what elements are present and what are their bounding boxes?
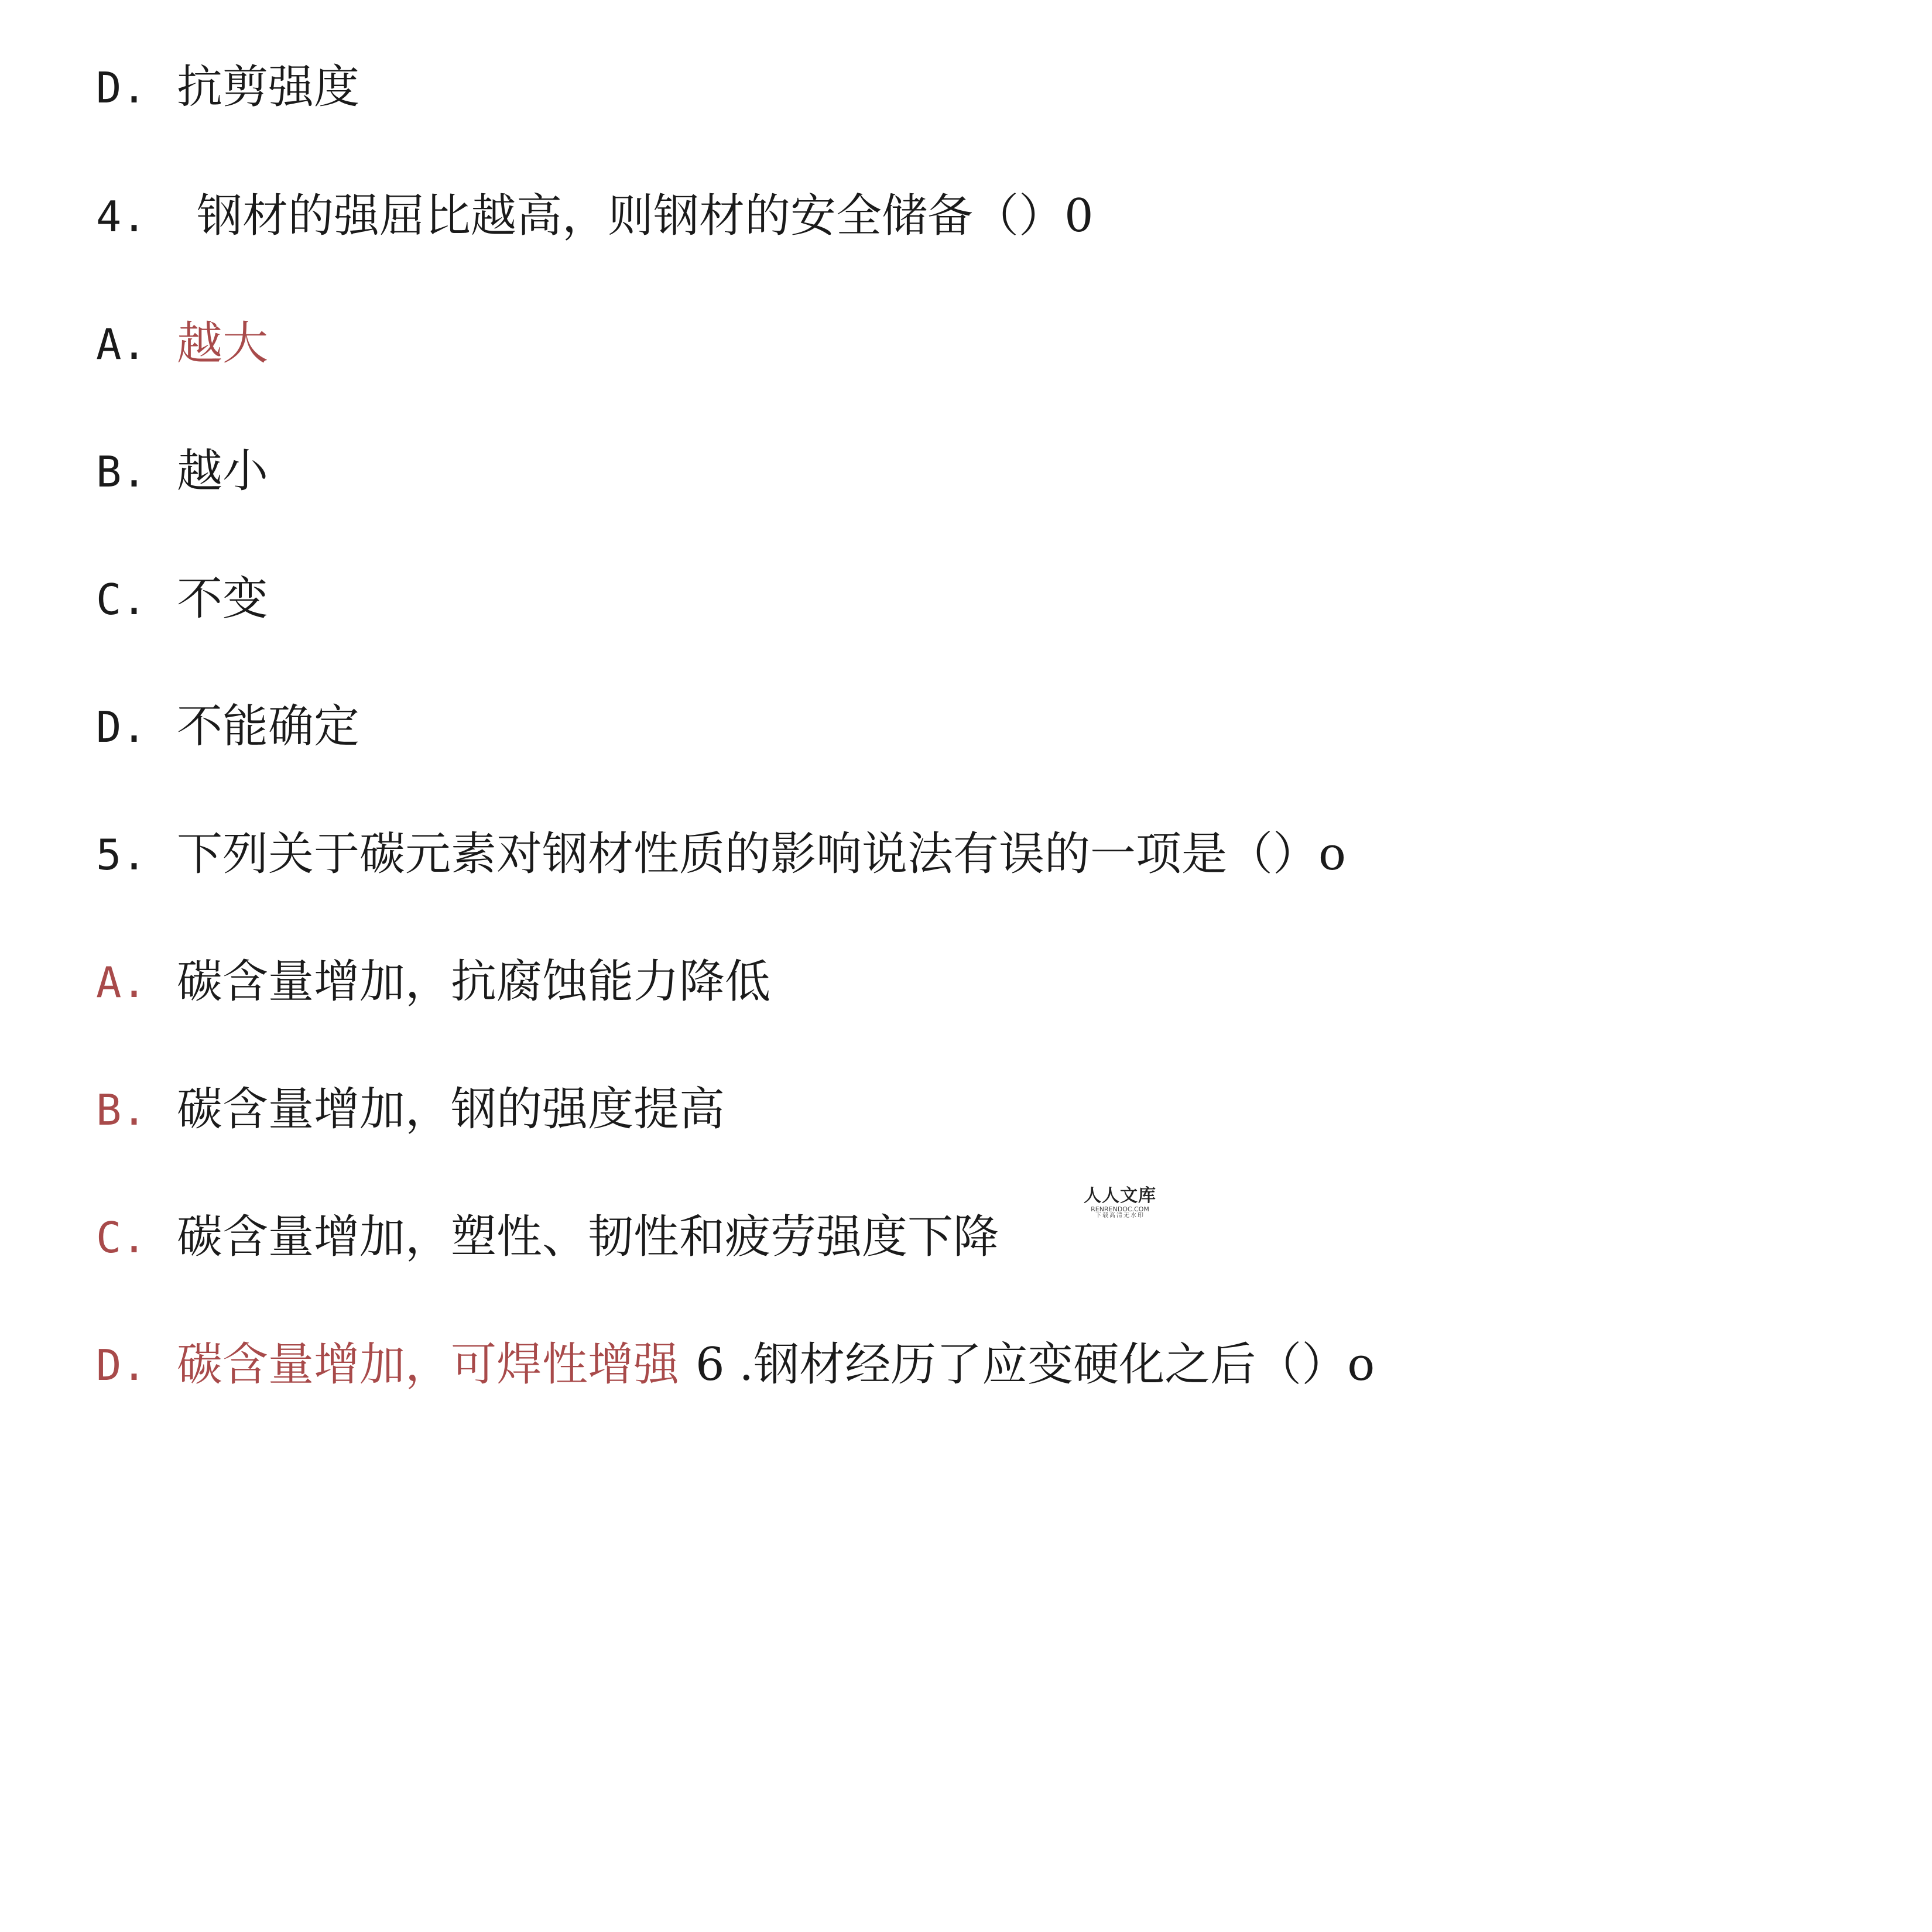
q4-option-d [96, 694, 359, 759]
q5-option-a [96, 950, 770, 1014]
option-label-highlighted: C. [96, 1213, 147, 1262]
option-d-shear-strength [96, 55, 359, 119]
option-text: 抗剪强度 [177, 61, 360, 114]
q5-option-d [96, 1332, 1375, 1397]
option-label-highlighted: B. [96, 1085, 147, 1135]
q4-option-b [96, 439, 268, 503]
question-4 [96, 184, 1094, 248]
option-text: 不变 [177, 573, 269, 625]
q5-option-b [96, 1077, 725, 1142]
option-label: B. [96, 447, 147, 496]
option-text: 不能确定 [177, 700, 360, 753]
option-label: C. [96, 575, 147, 624]
watermark-url: RENRENDOC.COM [1091, 1205, 1149, 1213]
watermark-logo [1082, 1187, 1158, 1219]
option-label: D. [96, 703, 147, 752]
option-text: 碳含量增加，抗腐蚀能力降低 [177, 955, 771, 1008]
question-text: 钢材的强屈比越高，则钢材的安全储备（）0 [197, 190, 1094, 242]
question-5 [96, 822, 1346, 886]
watermark-tagline: 下载高清无水印 [1095, 1212, 1145, 1219]
q5-option-c [96, 1205, 999, 1269]
q4-option-a [96, 311, 268, 376]
question-6-text: 6 .钢材经历了应变硬化之后（）o [696, 1338, 1375, 1391]
option-text: 碳含量增加，塑性、韧性和疲劳强度下降 [177, 1211, 999, 1263]
option-text-highlighted: 碳含量增加，可焊性增强 [177, 1338, 680, 1391]
option-label: D. [96, 63, 147, 112]
question-number: 5. [96, 830, 147, 879]
option-text: 越小 [177, 445, 269, 498]
option-text-highlighted: 越大 [177, 317, 269, 370]
watermark-title: 人人文库 [1084, 1186, 1156, 1206]
option-text: 碳含量增加，钢的强度提高 [177, 1083, 725, 1136]
question-number: 4. [96, 192, 147, 241]
option-label-highlighted: D. [96, 1341, 147, 1390]
option-label: A. [96, 320, 147, 369]
q4-option-c [96, 567, 268, 631]
question-text: 下列关于碳元素对钢材性质的影响说法有误的一项是（）o [177, 828, 1346, 881]
option-label-highlighted: A. [96, 958, 147, 1007]
